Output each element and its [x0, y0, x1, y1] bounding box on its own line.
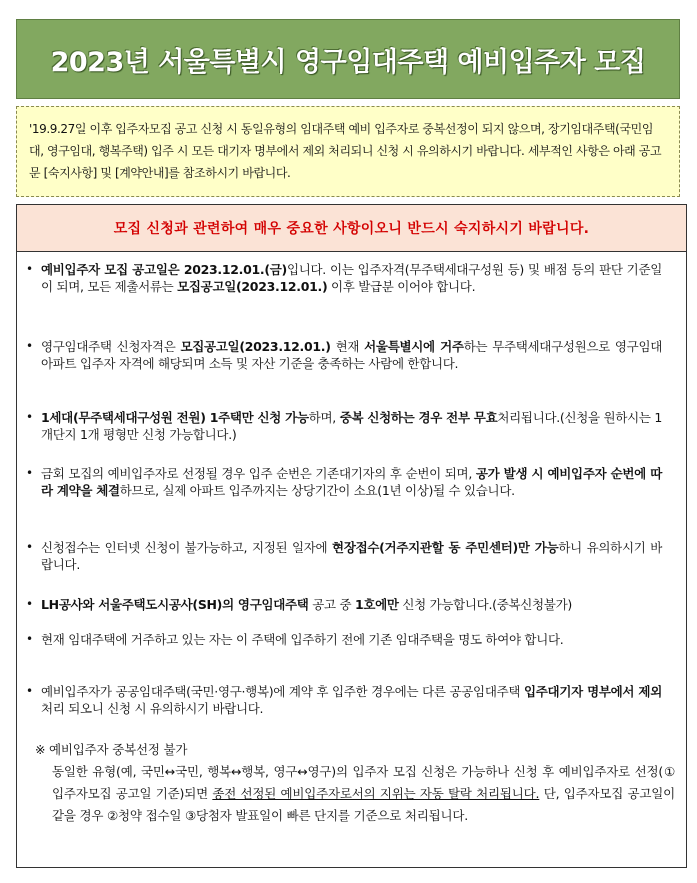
note-text: 현재 임대주택에 거주하고 있는 자는 이 주택에 입주하기 전에 기존 임대주택을 명도 하여야 합니다.	[41, 632, 564, 647]
note-text: 하니 유의하시기 바랍니다.	[41, 540, 662, 572]
note-emphasis: 예비입주자 모집 공고일은 2023.12.01.(금)	[41, 262, 287, 277]
note-emphasis: 서울특별시에 거주	[364, 339, 464, 354]
section-heading: 모집 신청과 관련하여 매우 중요한 사항이오니 반드시 숙지하시기 바랍니다.	[113, 221, 590, 237]
note-emphasis: LH공사와 서울주택도시공사(SH)의 영구임대주택	[41, 597, 309, 612]
note-emphasis: 모집공고일(2023.12.01.)	[177, 279, 328, 294]
note-item	[17, 683, 662, 717]
note-item	[17, 261, 662, 295]
remark-heading: ※ 예비입주자 중복선정 불가	[35, 742, 188, 757]
note-text: 입니다. 이는 입주자격(무주택세대구성원 등) 및 배점 등의 판단 기준일이 되며, 모든 제출서류는	[41, 262, 663, 294]
note-emphasis: 입주대기자 명부에서 제외	[524, 684, 662, 699]
note-item	[17, 338, 662, 372]
note-text: 현재	[330, 339, 365, 354]
note-item	[17, 465, 662, 499]
note-text: 신청 가능합니다.(중복신청불가)	[398, 597, 572, 612]
note-item	[17, 631, 662, 648]
duplicate-selection-remark	[35, 739, 675, 827]
note-item	[17, 596, 662, 613]
note-item	[17, 539, 662, 573]
note-item	[17, 409, 662, 443]
note-text: 공고 중	[308, 597, 355, 612]
note-emphasis: 모집공고일(2023.12.01.)	[180, 339, 331, 354]
important-notes-panel	[16, 204, 687, 868]
bullet-icon: •	[26, 597, 33, 611]
notice-box: '19.9.27일 이후 입주자모집 공고 신청 시 동일유형의 임대주택 예비 입주자로 중복선정이 되지 않으며, 장기임대주택(국민임대, 영구임대, 행복주택) 입주 시 모든 대기자 명부에서 제외 처리되니 신청 시 유의하시기 바랍니다. 세부적인 사항은 아래 공고문 [숙지사항] 및 [계약안내]를 참조하시기 바랍니다.	[16, 106, 680, 197]
note-text: 이후 발급분 이어야 합니다.	[327, 279, 476, 294]
bullet-icon: •	[26, 684, 33, 698]
note-emphasis: 중복 신청하는 경우 전부 무효	[339, 410, 498, 425]
bullet-icon: •	[26, 466, 33, 480]
bullet-icon: •	[26, 339, 33, 353]
title-banner	[16, 19, 680, 99]
note-emphasis: 공가 발생 시 예비입주자 순번에 따라 계약을 체결	[41, 466, 662, 498]
note-text: 처리됩니다.(신청을 원하시는 1개단지 1개 평형만 신청 가능합니다.)	[41, 410, 663, 442]
bullet-icon: •	[26, 632, 33, 646]
bullet-icon: •	[26, 540, 33, 554]
remark-text-before: 동일한 유형(예, 국민↔국민, 행복↔행복, 영구↔영구)의 입주자 모집 신청은 가능하나 신청 후 예비입주자로 선정(①입주자모집 공고일 기준)되면	[52, 764, 675, 801]
note-text: 영구임대주택 신청자격은	[41, 339, 181, 354]
note-emphasis: 현장접수(거주지관할 동 주민센터)만 가능	[332, 540, 559, 555]
remark-text-underlined: 종전 선정된 예비입주자로서의 지위는 자동 탈락 처리됩니다.	[212, 786, 540, 801]
note-text: 하므로, 실제 아파트 입주까지는 상당기간이 소요(1년 이상)될 수 있습니다.	[119, 483, 515, 498]
note-emphasis: 1세대(무주택세대구성원 전원) 1주택만 신청 가능	[41, 410, 309, 425]
note-emphasis: 1호에만	[354, 597, 399, 612]
note-text: 하며,	[308, 410, 340, 425]
remark-text-after: 단, 입주자모집 공고일이 같을 경우 ②청약 접수일 ③당첨자 발표일이 빠른 단지를 기준으로 처리됩니다.	[52, 786, 675, 823]
section-heading-bar	[17, 205, 686, 252]
bullet-icon: •	[26, 410, 33, 424]
page-title: 2023년 서울특별시 영구임대주택 예비입주자 모집	[50, 46, 646, 78]
note-text: 하는 무주택세대구성원으로 영구임대아파트 입주자 자격에 해당되며 소득 및 자산 기준을 충족하는 사람에 한합니다.	[41, 339, 662, 371]
bullet-icon: •	[26, 262, 33, 276]
note-text: 금회 모집의 예비입주자로 선정될 경우 입주 순번은 기존대기자의 후 순번이 되며,	[41, 466, 476, 481]
note-text: 처리 되오니 신청 시 유의하시기 바랍니다.	[41, 701, 264, 716]
remark-body	[35, 761, 675, 827]
note-text: 예비입주자가 공공임대주택(국민·영구·행복)에 계약 후 입주한 경우에는 다른 공공임대주택	[41, 684, 524, 699]
note-text: 신청접수는 인터넷 신청이 불가능하고, 지정된 일자에	[41, 540, 333, 555]
